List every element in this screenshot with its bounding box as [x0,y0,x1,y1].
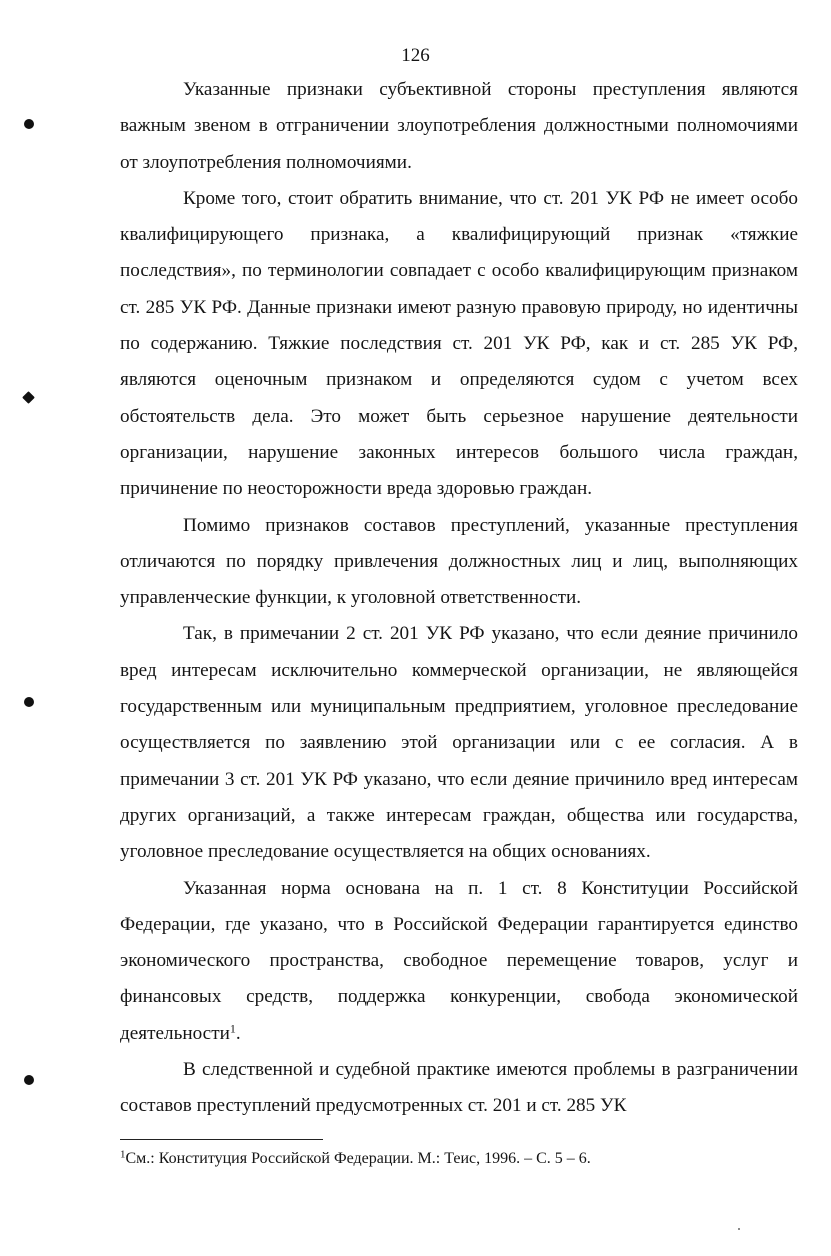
paragraph: Кроме того, стоит обратить внимание, что ст. 201 УК РФ не имеет особо квалифицирующего признака, а квалифицирующий признак «тяжкие последствия», по терминологии совпадает с особо квалифицирующим признаком ст. 285 УК РФ. Данные признаки имеют разную правовую природу, но идентичны по содержанию. Тяжкие последствия ст. 201 УК РФ, как и ст. 285 УК РФ, являются оценочным признаком и определяются судом с учетом всех обстоятельств дела. Это может быть серьезное нарушение деятельности организации, нарушение законных интересов большого числа граждан, причинение по неосторожности вреда здоровью граждан. [120,187,798,500]
binding-hole-mark [24,119,34,129]
binding-hole-mark [24,697,34,707]
paragraph: Так, в примечании 2 ст. 201 УК РФ указано, что если деяние причинило вред интересам исключительно коммерческой организации, не являющейся государственным или муниципальным предприятием, уголовное преследование осуществляется по заявлению этой организации или с ее согласия. А в примечании 3 ст. 201 УК РФ указано, что если деяние причинило вред интересам других организаций, а также интересам граждан, общества или государства, уголовное преследование осуществляется на общих основаниях. [120,623,798,863]
paragraph-end-period: . [235,1022,241,1044]
paragraph [120,871,798,1052]
paragraph: Помимо признаков составов преступлений, указанные преступления отличаются по порядку привлечения должностных лиц и лиц, выполняющих управленческие функции, к уголовной ответственности. [120,514,798,609]
scan-speck [738,1228,740,1230]
footnote-number: 1 [120,1148,126,1161]
binding-hole-mark [22,391,35,404]
footnote-text: См.: Конституция Российской Федерации. М.: Теис, 1996. – С. 5 – 6. [125,1150,591,1167]
footnote [120,1148,800,1170]
paragraph-text: Указанная норма основана на п. 1 ст. 8 Конституции Российской Федерации, где указано, что в Российской Федерации гарантируется единство экономического пространства, свободное перемещение товаров, услуг и финансовых средств, поддержка конкуренции, свобода экономической деятельности [120,877,798,1044]
paragraph: Указанные признаки субъективной стороны преступления являются важным звеном в отграничении злоупотребления должностными полномочиями от злоупотребления полномочиями. [120,79,798,173]
footnote-reference[interactable]: 1 [229,1021,236,1036]
body-text [120,72,798,1125]
page-number: 126 [401,45,430,66]
footnote-separator [120,1139,323,1140]
paragraph: В следственной и судебной практике имеются проблемы в разграничении составов преступлений предусмотренных ст. 201 и ст. 285 УК [120,1059,798,1117]
binding-hole-mark [24,1075,34,1085]
